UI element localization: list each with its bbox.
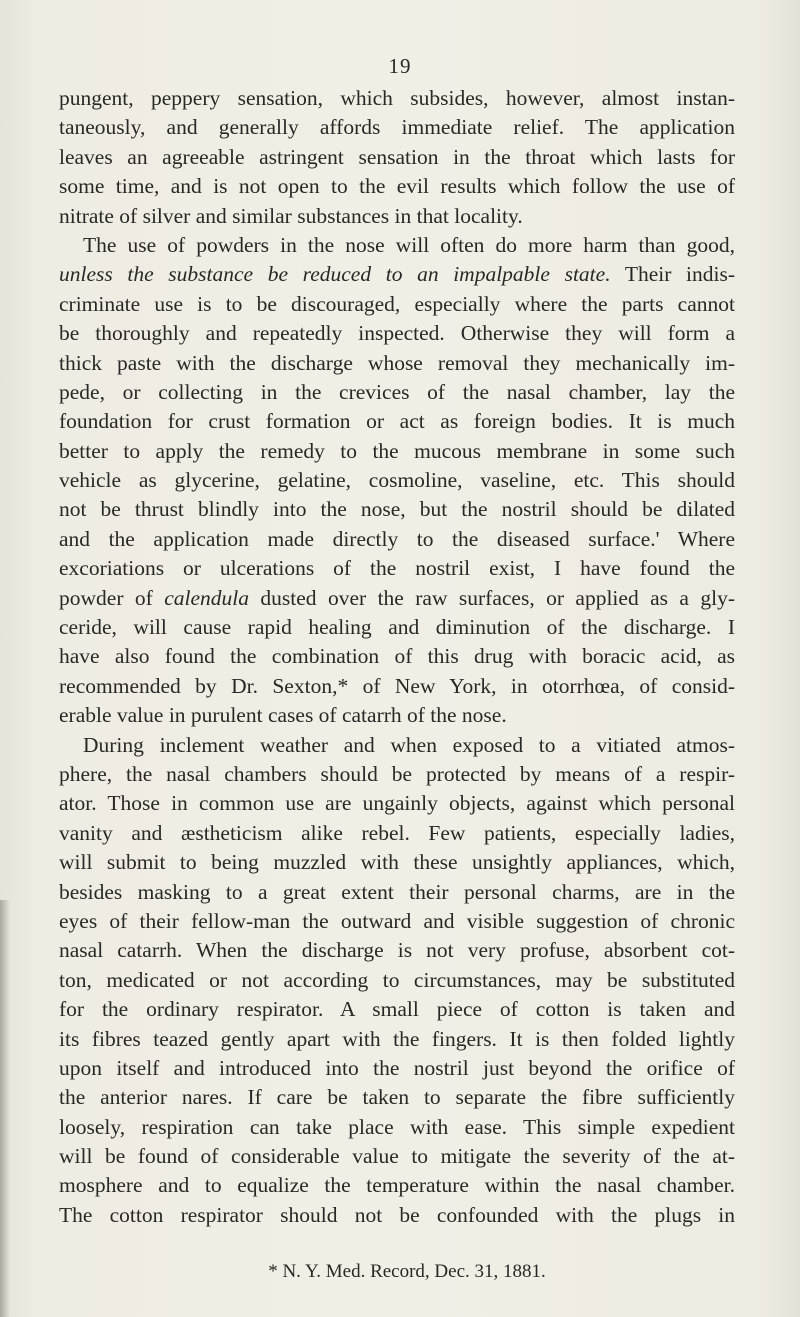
footnote: * N. Y. Med. Record, Dec. 31, 1881.: [268, 1261, 546, 1282]
text-line: be thoroughly and repeatedly inspected. Otherwise they will form a: [59, 321, 735, 346]
text-line: vanity and æstheticism alike rebel. Few patients, especially ladies,: [59, 820, 735, 845]
text-line: unless the substance be reduced to an impalpable state. Their indis-: [59, 262, 735, 287]
text-line: eyes of their fellow-man the outward and visible suggestion of chronic: [59, 908, 735, 933]
text-line: nasal catarrh. When the discharge is not very profuse, absorbent cot-: [59, 938, 735, 963]
text-line: not be thrust blindly into the nose, but the nostril should be dilated: [59, 497, 735, 522]
text-line: for the ordinary respirator. A small piece of cotton is taken and: [59, 997, 735, 1022]
italic-phrase: calendula: [164, 585, 250, 610]
text-line: upon itself and introduced into the nostril just beyond the orifice of: [59, 1055, 735, 1080]
page-edge-shadow: [0, 900, 10, 1317]
text-line: leaves an agreeable astringent sensation in the throat which lasts for: [59, 144, 735, 169]
text-line: will submit to being muzzled with these unsightly appliances, which,: [59, 850, 735, 875]
text-line: mosphere and to equalize the temperature within the nasal chamber.: [59, 1173, 735, 1198]
text-line: ator. Those in common use are ungainly objects, against which personal: [59, 791, 735, 816]
text-line: ceride, will cause rapid healing and diminution of the discharge. I: [59, 615, 735, 640]
text-line: erable value in purulent cases of catarrh of the nose.: [59, 703, 507, 728]
text-line: ton, medicated or not according to circumstances, may be substituted: [59, 967, 735, 992]
text-line: thick paste with the discharge whose removal they mechanically im-: [59, 350, 735, 375]
text-line: foundation for crust formation or act as foreign bodies. It is much: [59, 409, 735, 434]
text-line: During inclement weather and when exposed to a vitiated atmos-: [83, 732, 735, 757]
text-line: criminate use is to be discouraged, especially where the parts cannot: [59, 291, 735, 316]
text-line: loosely, respiration can take place with ease. This simple expedient: [59, 1114, 735, 1139]
text-line: pungent, peppery sensation, which subsides, however, almost instan-: [59, 86, 735, 110]
text-line: have also found the combination of this drug with boracic acid, as: [59, 644, 735, 669]
text-line: will be found of considerable value to mitigate the severity of the at-: [59, 1144, 735, 1169]
text-line: vehicle as glycerine, gelatine, cosmoline, vaseline, etc. This should: [59, 468, 735, 493]
text-line: recommended by Dr. Sexton,* of New York, in otorrhœa, of consid-: [59, 673, 735, 698]
text-line: The cotton respirator should not be confounded with the plugs in: [59, 1202, 735, 1227]
body-text: [59, 84, 735, 1230]
text-line: some time, and is not open to the evil results which follow the use of: [59, 174, 735, 199]
text-line: its fibres teazed gently apart with the fingers. It is then folded lightly: [59, 1026, 735, 1051]
text-line: and the application made directly to the diseased surface.' Where: [59, 526, 735, 551]
italic-phrase: unless the substance be reduced to an impalpable state.: [59, 262, 611, 287]
text-line: taneously, and generally affords immediate relief. The application: [59, 115, 735, 140]
text-line: pede, or collecting in the crevices of the nasal chamber, lay the: [59, 379, 735, 404]
text-line: better to apply the remedy to the mucous membrane in some such: [59, 438, 735, 463]
text-line: besides masking to a great extent their personal charms, are in the: [59, 879, 735, 904]
page-number: 19: [388, 54, 412, 78]
text-line: nitrate of silver and similar substances in that locality.: [59, 203, 523, 228]
text-line: the anterior nares. If care be taken to separate the fibre sufficiently: [59, 1085, 735, 1110]
text-line: powder of calendula dusted over the raw surfaces, or applied as a gly-: [59, 585, 736, 610]
text-line: phere, the nasal chambers should be protected by means of a respir-: [59, 761, 735, 786]
text-line: excoriations or ulcerations of the nostril exist, I have found the: [59, 556, 735, 581]
text-line: The use of powders in the nose will often do more harm than good,: [83, 232, 735, 257]
